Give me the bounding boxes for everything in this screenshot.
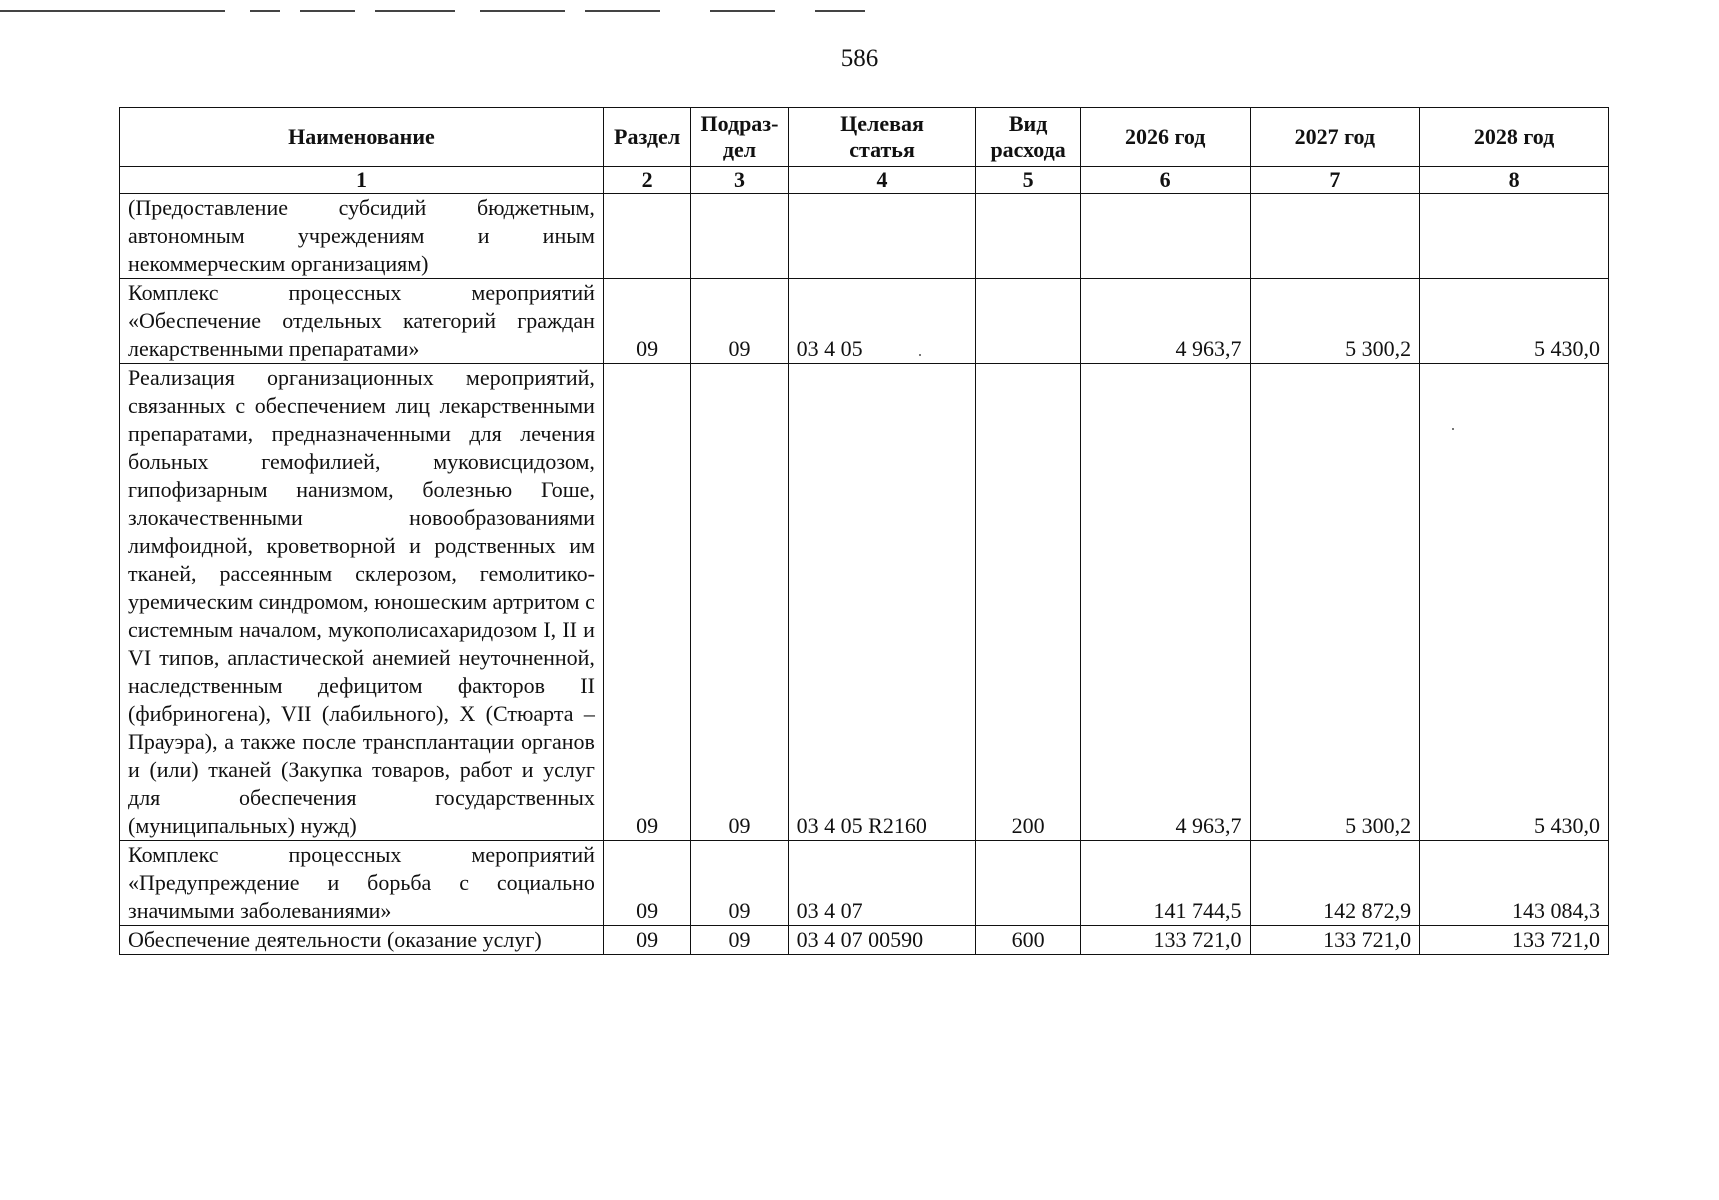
column-number: 3 bbox=[691, 167, 788, 194]
row-amount-2026: 133 721,0 bbox=[1080, 926, 1250, 955]
row-amount-2027: 133 721,0 bbox=[1250, 926, 1420, 955]
row-target-article bbox=[788, 194, 976, 279]
page-number: 586 bbox=[840, 45, 879, 72]
row-target-article: 03 4 07 bbox=[788, 841, 976, 926]
row-name: Обеспечение деятельности (оказание услуг) bbox=[120, 926, 604, 955]
row-target-article: 03 4 05 bbox=[788, 279, 976, 364]
row-subsection: 09 bbox=[691, 841, 788, 926]
row-section: 09 bbox=[603, 926, 690, 955]
row-name: Комплекс процессных мероприятий «Обеспечение отдельных категорий граждан лекарственными препаратами» bbox=[120, 279, 604, 364]
column-number-row bbox=[120, 167, 1609, 194]
column-number: 2 bbox=[603, 167, 690, 194]
table-row bbox=[120, 279, 1609, 364]
row-expense-type: 200 bbox=[976, 364, 1080, 841]
scan-artifact-line bbox=[480, 10, 565, 12]
column-number: 1 bbox=[120, 167, 604, 194]
row-name: Реализация организационных мероприятий, связанных с обеспечением лиц лекарственными препаратами, предназначенными для лечения больных гемофилией, муковисцидозом, гипофизарным нанизмом, болезнью Гоше, злокачественными новообразованиями лимфоидной, кроветворной и родственных им тканей, рассеянным склерозом, гемолитико-уремическим синдромом, юношеским артритом с системным началом, мукополисахаридозом I, II и VI типов, апластической анемией неуточненной, наследственным дефицитом факторов II (фибриногена), VII (лабильного), X (Стюарта – Прауэра), а также после трансплантации органов и (или) тканей (Закупка товаров, работ и услуг для обеспечения государственных (муниципальных) нужд) bbox=[120, 364, 604, 841]
row-amount-2028: 143 084,3 bbox=[1420, 841, 1609, 926]
row-amount-2027: 5 300,2 bbox=[1250, 279, 1420, 364]
row-amount-2028: 133 721,0 bbox=[1420, 926, 1609, 955]
header-target-article: Целевая статья bbox=[788, 108, 976, 167]
column-number: 5 bbox=[976, 167, 1080, 194]
scan-artifact-line bbox=[585, 10, 660, 12]
budget-table bbox=[119, 107, 1609, 955]
scan-speck bbox=[1452, 428, 1454, 430]
column-number: 7 bbox=[1250, 167, 1420, 194]
scan-artifact-line bbox=[250, 10, 280, 12]
row-expense-type: 600 bbox=[976, 926, 1080, 955]
scan-artifact-line bbox=[815, 10, 865, 12]
scan-speck bbox=[919, 354, 921, 356]
header-year-2028: 2028 год bbox=[1420, 108, 1609, 167]
row-expense-type bbox=[976, 841, 1080, 926]
header-year-2026: 2026 год bbox=[1080, 108, 1250, 167]
column-number: 4 bbox=[788, 167, 976, 194]
table-row bbox=[120, 364, 1609, 841]
header-section: Раздел bbox=[603, 108, 690, 167]
row-section bbox=[603, 194, 690, 279]
scan-artifact-line bbox=[0, 10, 225, 12]
row-target-article: 03 4 05 R2160 bbox=[788, 364, 976, 841]
column-number: 8 bbox=[1420, 167, 1609, 194]
header-name: Наименование bbox=[120, 108, 604, 167]
table-header-row bbox=[120, 108, 1609, 167]
row-subsection: 09 bbox=[691, 364, 788, 841]
row-name: (Предоставление субсидий бюджетным, автономным учреждениям и иным некоммерческим организациям) bbox=[120, 194, 604, 279]
row-section: 09 bbox=[603, 841, 690, 926]
row-target-article: 03 4 07 00590 bbox=[788, 926, 976, 955]
row-section: 09 bbox=[603, 364, 690, 841]
row-section: 09 bbox=[603, 279, 690, 364]
header-year-2027: 2027 год bbox=[1250, 108, 1420, 167]
scan-artifact-line bbox=[300, 10, 355, 12]
row-amount-2027: 142 872,9 bbox=[1250, 841, 1420, 926]
row-amount-2026 bbox=[1080, 194, 1250, 279]
table-row bbox=[120, 926, 1609, 955]
row-amount-2026: 4 963,7 bbox=[1080, 364, 1250, 841]
row-amount-2027 bbox=[1250, 194, 1420, 279]
column-number: 6 bbox=[1080, 167, 1250, 194]
scan-artifact-line bbox=[375, 10, 455, 12]
row-amount-2026: 4 963,7 bbox=[1080, 279, 1250, 364]
row-expense-type bbox=[976, 194, 1080, 279]
row-amount-2027: 5 300,2 bbox=[1250, 364, 1420, 841]
row-amount-2028: 5 430,0 bbox=[1420, 279, 1609, 364]
row-amount-2028 bbox=[1420, 194, 1609, 279]
row-subsection bbox=[691, 194, 788, 279]
row-expense-type bbox=[976, 279, 1080, 364]
row-amount-2028: 5 430,0 bbox=[1420, 364, 1609, 841]
table-row bbox=[120, 841, 1609, 926]
row-subsection: 09 bbox=[691, 279, 788, 364]
row-name: Комплекс процессных мероприятий «Предупреждение и борьба с социально значимыми заболеваниями» bbox=[120, 841, 604, 926]
table-row bbox=[120, 194, 1609, 279]
header-subsection: Подраз- дел bbox=[691, 108, 788, 167]
header-expense-type: Вид расхода bbox=[976, 108, 1080, 167]
row-amount-2026: 141 744,5 bbox=[1080, 841, 1250, 926]
scan-artifact-line bbox=[710, 10, 775, 12]
row-subsection: 09 bbox=[691, 926, 788, 955]
